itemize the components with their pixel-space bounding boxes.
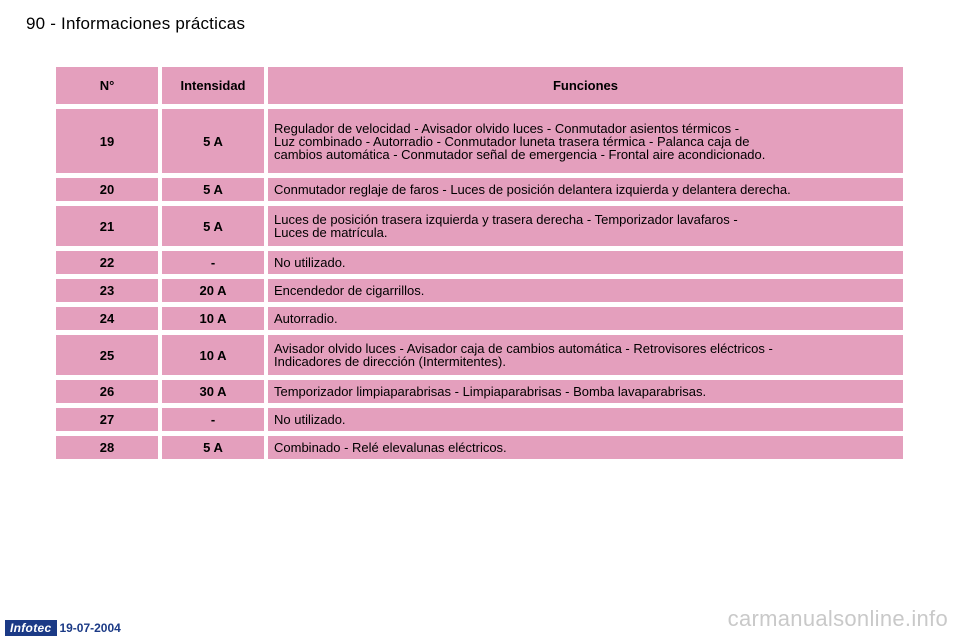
table-row [56, 380, 903, 403]
table-row [56, 307, 903, 330]
function-line: Luces de matrícula. [274, 225, 388, 240]
fuse-number: 20 [56, 178, 158, 201]
fuse-functions [268, 436, 903, 459]
fuse-number: 25 [56, 335, 158, 375]
header-number: N° [56, 67, 158, 104]
page-title: 90 - Informaciones prácticas [26, 14, 246, 33]
function-line: Encendedor de cigarrillos. [274, 283, 425, 298]
fuse-functions [268, 251, 903, 274]
function-line: Avisador olvido luces - Avisador caja de cambios automática - Retrovisores eléctricos - [274, 341, 773, 356]
function-line: Luces de posición trasera izquierda y trasera derecha - Temporizador lavafaros - [274, 212, 738, 227]
function-line: Temporizador limpiaparabrisas - Limpiaparabrisas - Bomba lavaparabrisas. [274, 384, 707, 399]
fuse-intensity: 30 A [162, 380, 264, 403]
watermark: carmanualsonline.info [727, 606, 948, 631]
table-row [56, 206, 903, 246]
fuse-intensity: - [162, 408, 264, 431]
footer-date: 19-07-2004 [59, 621, 121, 635]
fuse-number: 27 [56, 408, 158, 431]
function-line: Regulador de velocidad - Avisador olvido luces - Conmutador asientos térmicos - [274, 120, 740, 136]
fuse-functions [268, 408, 903, 431]
fuse-table [56, 67, 903, 464]
footer-brand [5, 620, 121, 636]
fuse-number: 23 [56, 279, 158, 302]
header-functions: Funciones [268, 67, 903, 104]
function-line: cambios automática - Conmutador señal de emergencia - Frontal aire acondicionado. [274, 146, 766, 162]
function-line: Autorradio. [274, 311, 338, 326]
fuse-functions [268, 206, 903, 246]
fuse-number: 19 [56, 109, 158, 173]
table-row [56, 251, 903, 274]
fuse-number: 26 [56, 380, 158, 403]
fuse-intensity: 5 A [162, 206, 264, 246]
fuse-number: 24 [56, 307, 158, 330]
function-line: No utilizado. [274, 255, 346, 270]
function-line: No utilizado. [274, 412, 346, 427]
fuse-functions [268, 307, 903, 330]
table-row [56, 279, 903, 302]
fuse-intensity: 5 A [162, 436, 264, 459]
fuse-number: 28 [56, 436, 158, 459]
fuse-intensity: 10 A [162, 307, 264, 330]
fuse-intensity: 20 A [162, 279, 264, 302]
fuse-functions [268, 335, 903, 375]
table-row [56, 335, 903, 375]
function-line: Combinado - Relé elevalunas eléctricos. [274, 440, 507, 455]
fuse-intensity: 10 A [162, 335, 264, 375]
header-intensity: Intensidad [162, 67, 264, 104]
function-line: Indicadores de dirección (Intermitentes). [274, 354, 506, 369]
function-line: Luz combinado - Autorradio - Conmutador luneta trasera térmica - Palanca caja de [274, 133, 750, 149]
table-row [56, 109, 903, 173]
fuse-functions [268, 279, 903, 302]
fuse-functions [268, 178, 903, 201]
fuse-intensity: - [162, 251, 264, 274]
table-header-row [56, 67, 903, 104]
table-row [56, 436, 903, 459]
fuse-number: 21 [56, 206, 158, 246]
function-line: Conmutador reglaje de faros - Luces de posición delantera izquierda y delantera derecha. [274, 182, 791, 197]
table-row [56, 408, 903, 431]
fuse-intensity: 5 A [162, 178, 264, 201]
fuse-intensity: 5 A [162, 109, 264, 173]
fuse-functions [268, 109, 903, 173]
fuse-number: 22 [56, 251, 158, 274]
infotec-logo: Infotec [5, 620, 57, 636]
fuse-functions [268, 380, 903, 403]
table-row [56, 178, 903, 201]
